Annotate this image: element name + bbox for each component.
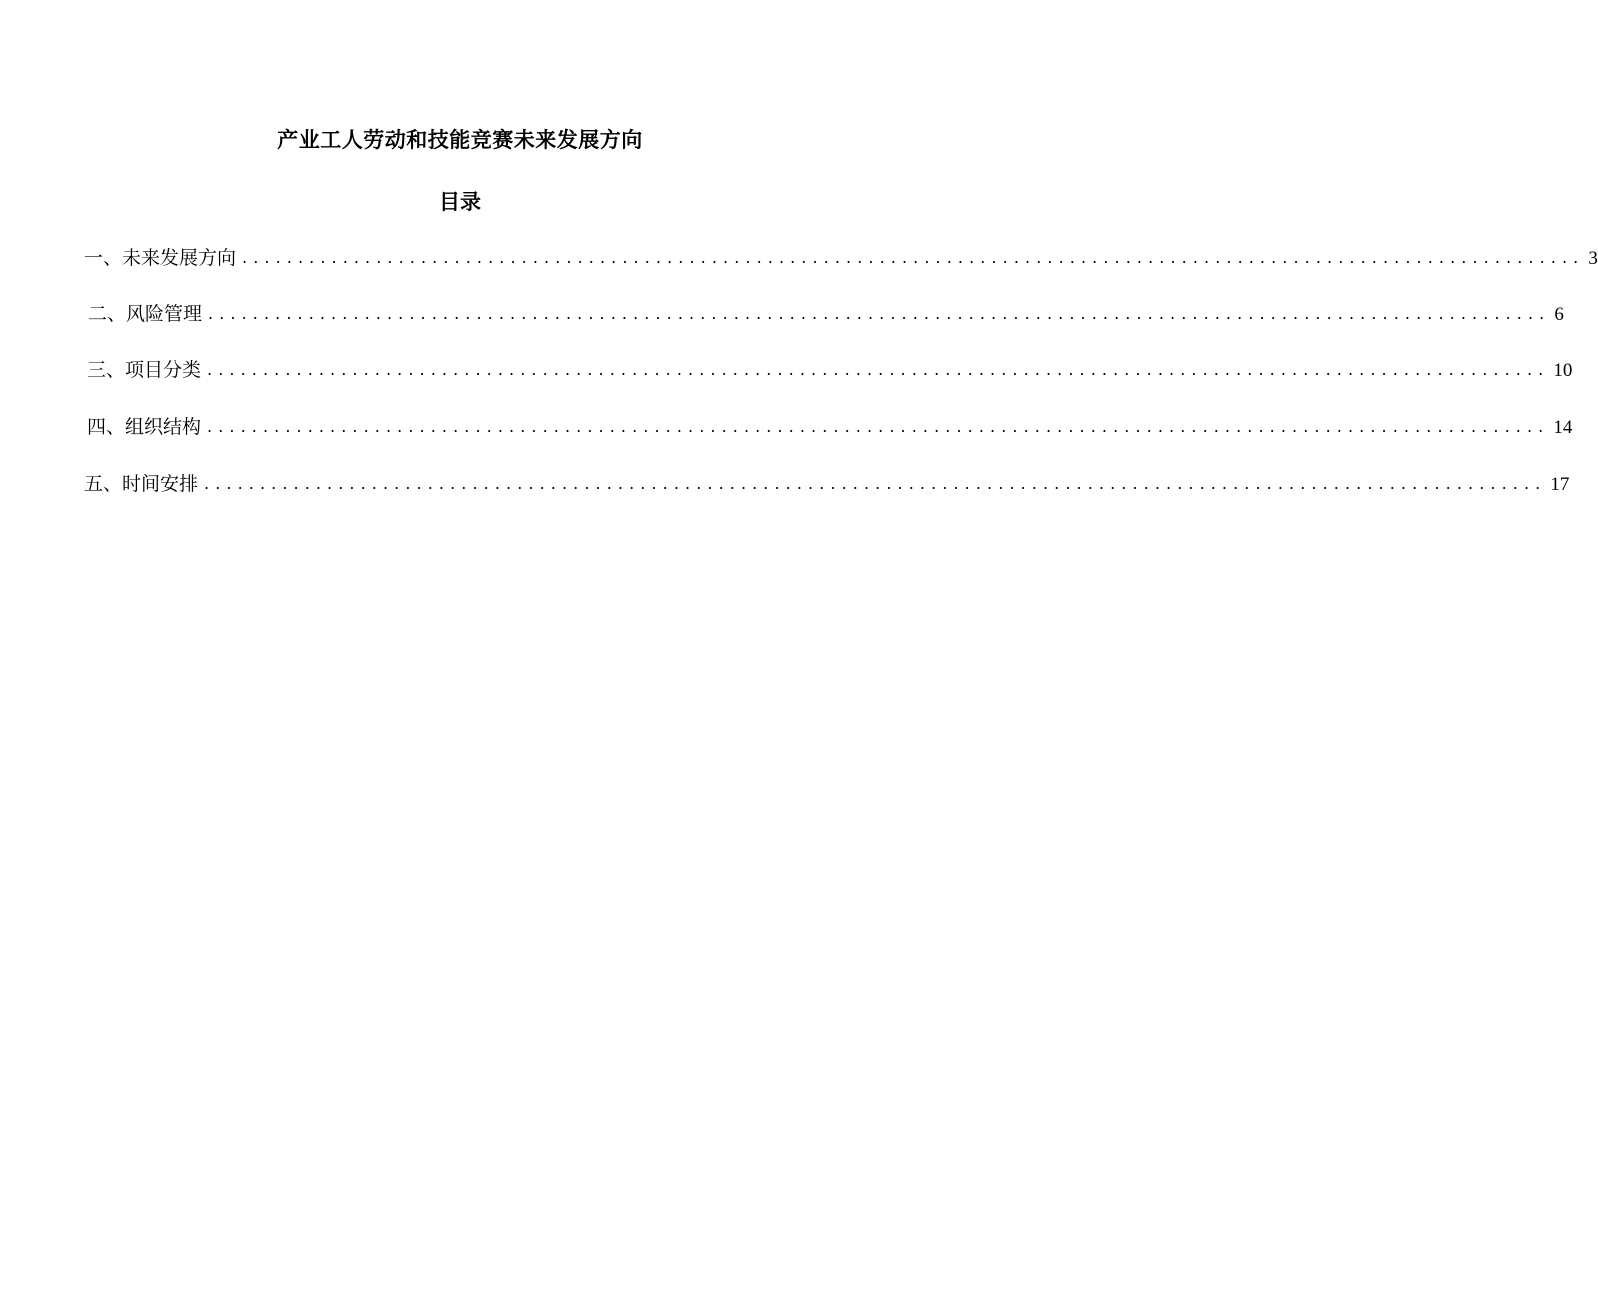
toc-entry-future-direction[interactable] <box>84 243 1598 273</box>
toc-dot-leader: ........................................................................................................................ <box>207 417 1550 436</box>
toc-entry-label: 四、组织结构 <box>87 416 202 438</box>
toc-page-number: 14 <box>1553 417 1573 438</box>
toc-dot-leader: ........................................................................................................................ <box>242 248 1585 267</box>
toc-entry-label: 五、时间安排 <box>84 473 199 495</box>
toc-page-number: 17 <box>1550 474 1570 495</box>
toc-entry-risk-management[interactable] <box>88 299 1564 329</box>
toc-dot-leader: ........................................................................................................................ <box>208 304 1551 323</box>
toc-entry-label: 三、项目分类 <box>87 359 202 381</box>
toc-entry-organization-structure[interactable] <box>87 412 1573 442</box>
toc-entry-label: 二、风险管理 <box>88 303 203 325</box>
toc-entry-schedule[interactable] <box>84 469 1570 499</box>
toc-page-number: 6 <box>1554 304 1564 325</box>
toc-dot-leader: ........................................................................................................................ <box>207 360 1550 379</box>
document-title: 产业工人劳动和技能竞赛未来发展方向 <box>277 127 643 152</box>
toc-entry-project-classification[interactable] <box>87 355 1573 385</box>
toc-page-number: 3 <box>1588 248 1598 269</box>
toc-heading: 目录 <box>439 189 481 214</box>
toc-entry-label: 一、未来发展方向 <box>84 247 237 269</box>
toc-page-number: 10 <box>1553 360 1573 381</box>
toc-dot-leader: ........................................................................................................................ <box>204 474 1547 493</box>
